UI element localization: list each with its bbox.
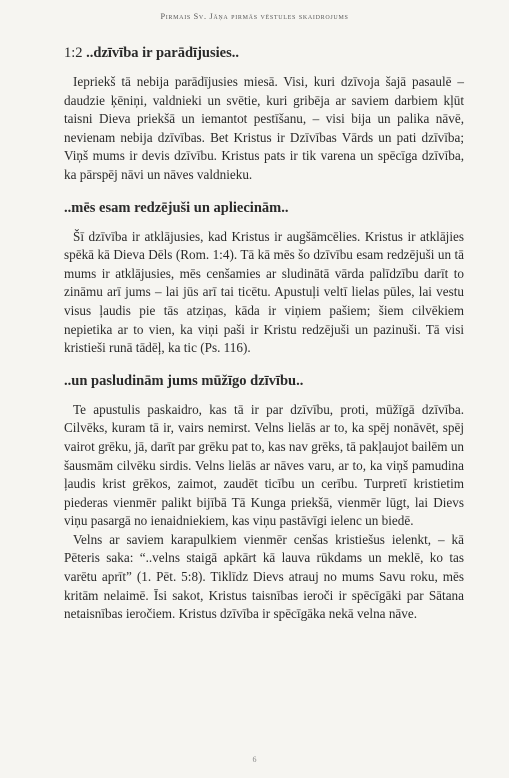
page-number: 6 — [252, 755, 257, 764]
page-body — [64, 45, 464, 639]
paragraph: Šī dzīvība ir atklājusies, kad Kristus ir augšāmcēlies. Kristus ir atklājies spēkā kā Dieva Dēls (Rom. 1:4). Tā kā mēs šo dzīvību esam redzējuši un tā mums ir atklājusies, mēs cenšamies ar sludinātā vārda palīdzību darīt to zināmu arī jums – lai jūs arī tai ticētu. Apustuļi veltī lielas pūles, lai vestu visus ļaudis pie tās atziņas, kāda ir viņiem pašiem; šiem cilvēkiem nepietika ar to vien, ka viņi paši ir Kristu redzējuši un pazinuši. Tā visi kristieši runā tādēļ, ka tic (Ps. 116). — [64, 228, 464, 356]
heading-text: ..dzīvība ir parādījusies.. — [86, 45, 239, 61]
section-1 — [64, 45, 464, 185]
running-head: Pirmais Sv. Jāņa pirmās vēstules skaidrojums — [160, 12, 349, 21]
section-heading — [64, 45, 464, 62]
heading-text: ..un pasludinām jums mūžīgo dzīvību.. — [64, 372, 304, 389]
section-heading — [64, 373, 464, 390]
paragraph: Te apustulis paskaidro, kas tā ir par dzīvību, proti, mūžīgā dzīvība. Cilvēks, kuram tā ir, vairs nemirst. Velns lielās ar to, ka spēj nonāvēt, spēj vairot grēku, jā, darīt par grēku pat to, kas nav grēks, tā pakļaujot bailēm un šausmām cilvēku sirdis. Velns lielās ar nāves varu, ar to, ka viņš pamudina ļaudis krist grēkos, zaimot, zaudēt ticību un cerību. Turpretī kristietim piederas vienmēr palikt bijībā Tā Kunga priekšā, vienmēr lūgt, lai Dievs viņu pasargā no ienaidniekiem, kas viņu pastāvīgi ielenc un biedē. — [64, 401, 464, 529]
heading-text: ..mēs esam redzējuši un apliecinām.. — [64, 199, 289, 216]
verse-number: 1:2 — [64, 45, 87, 61]
paragraph: Velns ar saviem karapulkiem vienmēr cenšas kristiešus ielenkt, – kā Pēteris saka: “..velns staigā apkārt kā lauva rūkdams un meklē, ko tas varētu aprīt” (1. Pēt. 5:8). Tiklīdz Dievs atrauj no mums Savu roku, mēs kritām nelaimē. Īsi sakot, Kristus taisnības ieroči ir spēcīgāki par Sātana netaisnības ieročiem. Kristus dzīvība ir spēcīgāka nekā velna nāve. — [64, 531, 464, 622]
section-3 — [64, 373, 464, 624]
section-heading — [64, 200, 464, 217]
section-2 — [64, 200, 464, 358]
paragraph: Iepriekš tā nebija parādījusies miesā. Visi, kuri dzīvoja šajā pasaulē – daudzie ķēniņi, valdnieki un svētie, kuri gribēja ar saviem darbiem kļūt taisni Dieva priekšā un iemantot pestīšanu, – visi bija un palika nāvē, nevienam nebija dzīvības. Bet Kristus ir Dzīvības Vārds un pati dzīvība; Viņš mums ir devis dzīvību. Kristus pats ir tik varena un spēcīga dzīvība, ka pārspēj nāvi un nāves valdnieku. — [64, 74, 464, 182]
